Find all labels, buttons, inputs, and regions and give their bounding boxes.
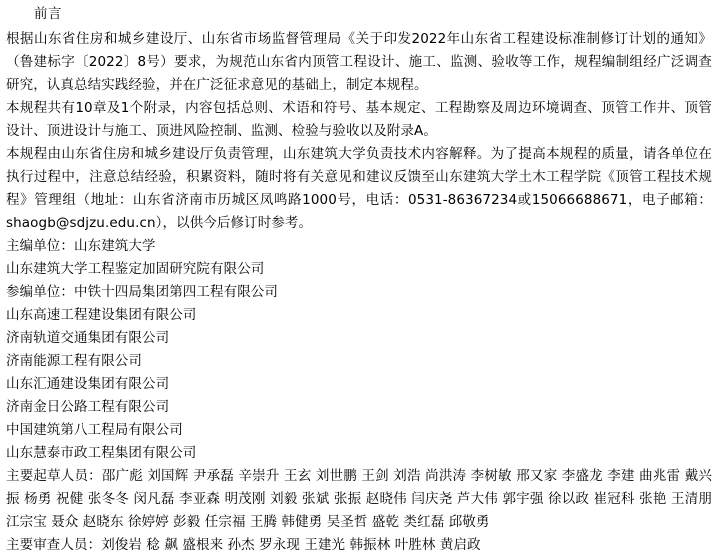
main-units-block <box>6 235 712 281</box>
participating-unit-4: 济南能源工程有限公司 <box>6 353 142 369</box>
paragraph-3: 本规程由山东省住房和城乡建设厅负责管理，山东建筑大学负责技术内容解释。为了提高本规程的质量，请各单位在执行过程中，注意总结经验，积累资料，随时将有关意见和建议反馈至山东建筑大学土木工程学院《顶管工程技术规程》管理组（地址：山东省济南市历城区凤鸣路1000号，电话：0531-86367234或15066688671，电子邮箱：shaogb@sdjzu.edu.cn），以供今后修订时参考。 <box>6 146 712 231</box>
participating-unit-6: 济南金日公路工程有限公司 <box>6 399 170 415</box>
participating-unit-7: 中国建筑第八工程局有限公司 <box>6 422 183 438</box>
paragraph-1: 根据山东省住房和城乡建设厅、山东省市场监督管理局《关于印发2022年山东省工程建设标准制修订计划的通知》（鲁建标字〔2022〕8号）要求，为规范山东省内顶管工程设计、施工、监测、验收等工作，规程编制组经广泛调查研究，认真总结实践经验，并在广泛征求意见的基础上，制定本规程。 <box>6 31 712 93</box>
main-unit-line-1 <box>6 235 712 258</box>
participating-unit-2: 山东高速工程建设集团有限公司 <box>6 307 197 323</box>
drafters-block <box>6 465 712 534</box>
reviewers-names: 刘俊岩 稔 飙 盛根来 孙杰 罗永现 王建光 韩振林 叶胜林 黄启政 <box>101 537 481 553</box>
reviewers-block <box>6 534 712 557</box>
main-unit-1: 山东建筑大学 <box>74 238 156 254</box>
reviewers-label: 主要审查人员： <box>6 537 102 553</box>
drafters-label: 主要起草人员： <box>6 468 102 484</box>
participating-unit-label: 参编单位： <box>6 284 74 300</box>
paragraph-2: 本规程共有10章及1个附录，内容包括总则、术语和符号、基本规定、工程勘察及周边环境调查、顶管工作井、顶管设计、顶进设计与施工、顶进风险控制、监测、检验与验收以及附录A。 <box>6 100 712 139</box>
participating-units-block <box>6 281 712 465</box>
main-unit-label: 主编单位： <box>6 238 74 254</box>
participating-unit-1: 中铁十四局集团第四工程有限公司 <box>74 284 278 300</box>
participating-unit-line-1 <box>6 281 712 304</box>
main-unit-line-2: 山东建筑大学工程鉴定加固研究院有限公司 <box>6 261 265 277</box>
participating-unit-5: 山东汇通建设集团有限公司 <box>6 376 170 392</box>
drafters-names: 邵广彪 刘国辉 尹承磊 辛崇升 王玄 刘世鹏 王剑 刘浩 尚洪涛 李树敏 邢又家 李盛龙 李建 曲兆雷 戴兴振 杨勇 祝健 张冬冬 闵凡磊 李亚森 明茂刚 刘毅 张斌 张振 赵晓伟 闫庆尧 芦大伟 郭宇强 徐以政 崔冠科 张艳 王清朋 江宗宝 聂众 赵晓东 徐婷婷 彭毅 任宗福 王腾 韩健勇 吴圣哲 盛乾 类红磊 邱敬勇 <box>6 468 712 530</box>
participating-unit-8: 山东慧泰市政工程集团有限公司 <box>6 445 197 461</box>
participating-unit-3: 济南轨道交通集团有限公司 <box>6 330 170 346</box>
page-title: 前言 <box>34 6 62 22</box>
